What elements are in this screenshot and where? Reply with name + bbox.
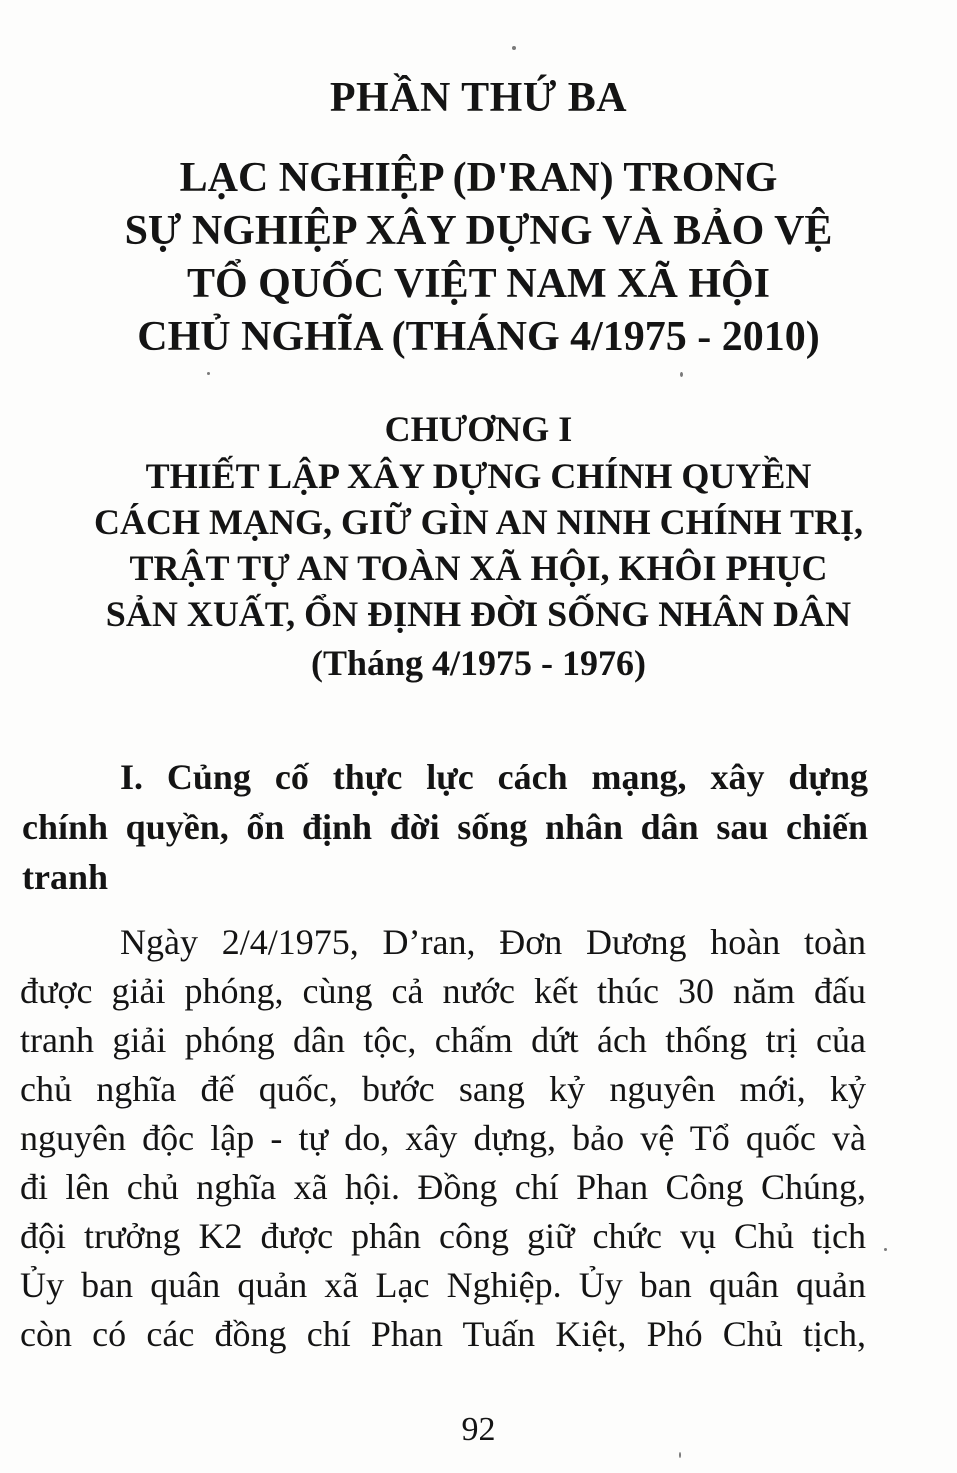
scan-speck (207, 372, 210, 375)
part-subtitle-line: CHỦ NGHĨA (THÁNG 4/1975 - 2010) (137, 314, 820, 360)
part-subtitle (0, 152, 957, 364)
body-line: Ủy ban quân quản xã Lạc Nghiệp. Ủy ban quân quản (20, 1265, 866, 1305)
scan-speck (884, 1248, 887, 1251)
body-paragraph (20, 918, 866, 1359)
chapter-title-line: THIẾT LẬP XÂY DỰNG CHÍNH QUYỀN (145, 456, 812, 496)
scan-speck (680, 372, 683, 377)
part-subtitle-line: SỰ NGHIỆP XÂY DỰNG VÀ BẢO VỆ (124, 208, 833, 254)
scan-speck (679, 1452, 681, 1458)
section-heading (22, 752, 868, 902)
chapter-number: CHƯƠNG I (384, 409, 573, 449)
part-title: PHẦN THỨ BA (329, 75, 628, 121)
body-line: chủ nghĩa đế quốc, bước sang kỷ nguyên mới, kỷ (20, 1069, 866, 1109)
part-subtitle-line: TỔ QUỐC VIỆT NAM XÃ HỘI (186, 261, 771, 307)
section-heading-line: chính quyền, ổn định đời sống nhân dân sau chiến (22, 807, 868, 847)
body-line: đi lên chủ nghĩa xã hội. Đồng chí Phan Công Chúng, (20, 1167, 866, 1207)
chapter-period: (Tháng 4/1975 - 1976) (310, 643, 647, 683)
chapter-title (0, 453, 957, 637)
body-line: đội trưởng K2 được phân công giữ chức vụ Chủ tịch (20, 1216, 866, 1256)
chapter-title-line: TRẬT TỰ AN TOÀN XÃ HỘI, KHÔI PHỤC (129, 548, 828, 588)
chapter-title-line: SẢN XUẤT, ỔN ĐỊNH ĐỜI SỐNG NHÂN DÂN (105, 594, 852, 634)
scan-speck (512, 46, 516, 50)
section-heading-line: tranh (22, 857, 109, 897)
page-number: 92 (461, 1411, 496, 1448)
chapter-title-line: CÁCH MẠNG, GIỮ GÌN AN NINH CHÍNH TRỊ, (93, 502, 864, 542)
part-subtitle-line: LẠC NGHIỆP (D'RAN) TRONG (179, 155, 778, 201)
body-line: tranh giải phóng dân tộc, chấm dứt ách thống trị của (20, 1020, 866, 1060)
section-heading-line: I. Củng cố thực lực cách mạng, xây dựng (120, 757, 868, 797)
body-line: được giải phóng, cùng cả nước kết thúc 30 năm đấu (20, 971, 866, 1011)
body-line: Ngày 2/4/1975, D’ran, Đơn Dương hoàn toàn (120, 922, 866, 962)
body-line: nguyên độc lập - tự do, xây dựng, bảo vệ Tổ quốc và (20, 1118, 866, 1158)
body-line: còn có các đồng chí Phan Tuấn Kiệt, Phó Chủ tịch, (20, 1314, 866, 1354)
